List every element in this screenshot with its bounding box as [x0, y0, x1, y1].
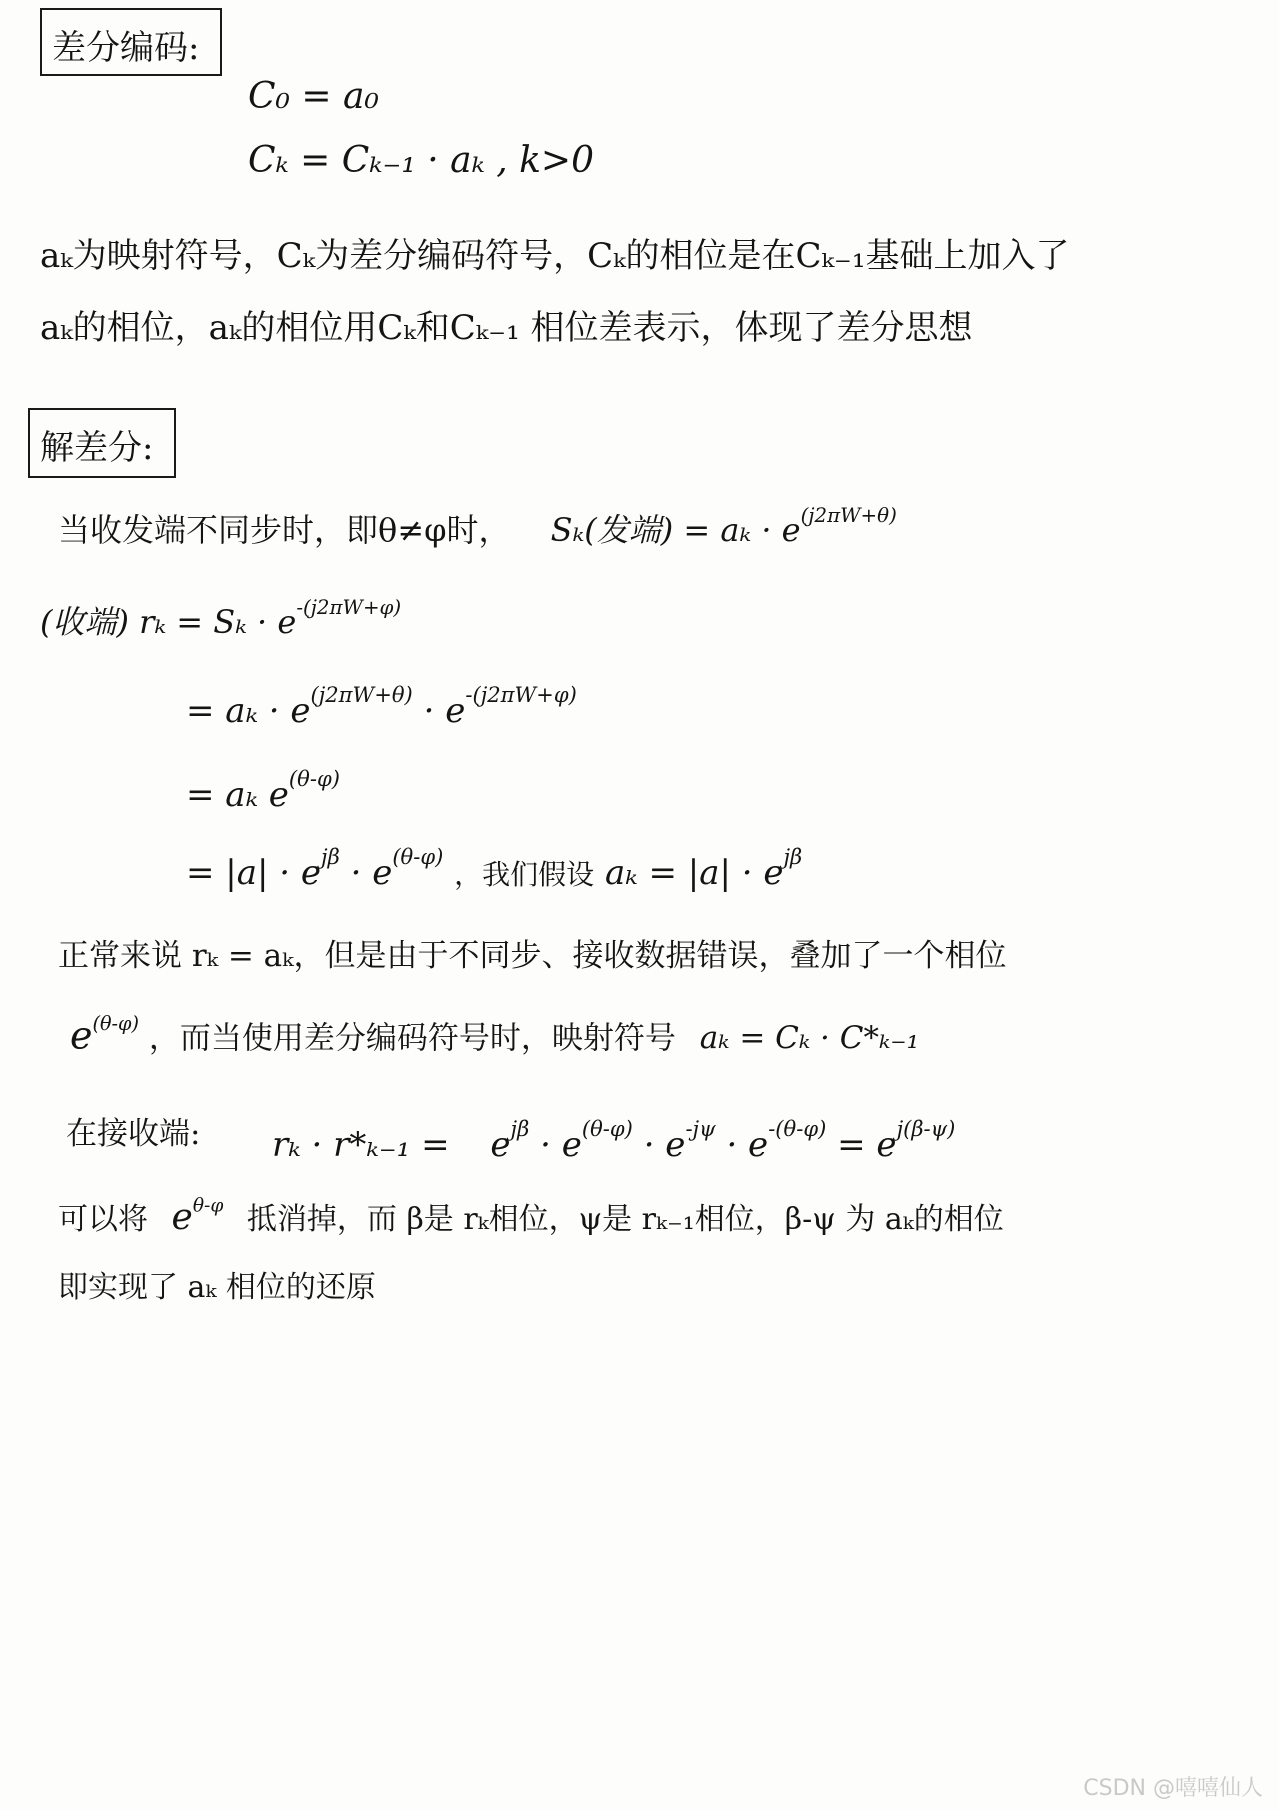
receiver-term-1-exp: jβ: [510, 1116, 530, 1141]
diff-symbol-text: ，而当使用差分编码符号时，映射符号: [148, 1020, 676, 1057]
receiver-label: 在接收端:: [66, 1116, 201, 1152]
paragraph-line: 即实现了 aₖ 相位的还原: [58, 1270, 376, 1305]
receiver-term-2-exp: (θ-φ): [581, 1116, 633, 1141]
paragraph-line: aₖ的相位，aₖ的相位用Cₖ和Cₖ₋₁ 相位差表示，体现了差分思想: [40, 308, 973, 348]
derivation-step-3-c: aₖ = |a| · e: [605, 853, 784, 894]
derivation-step-3: [186, 844, 802, 893]
paragraph-line: aₖ为映射符号，Cₖ为差分编码符号，Cₖ的相位是在Cₖ₋₁基础上加入了: [40, 236, 1070, 276]
paragraph-line: [58, 1194, 1004, 1238]
derivation-step-3-a: = |a| · e: [186, 853, 322, 894]
section-title-demodulation: 解差分:: [40, 428, 154, 468]
phase-term-exp: (θ-φ): [92, 1012, 139, 1035]
derivation-step-1-b: · e: [423, 691, 466, 732]
paragraph-line: [58, 504, 897, 551]
assumption-note: ，我们假设: [454, 858, 595, 892]
mapping-equation: aₖ = Cₖ · C*ₖ₋₁: [699, 1020, 920, 1057]
sk-equation-exponent: (j2πW+θ): [800, 504, 897, 527]
derivation-step-1: [186, 682, 577, 731]
rk-equation: [40, 596, 401, 643]
final-e: e: [171, 1197, 193, 1238]
final-text-a: 可以将: [58, 1202, 148, 1237]
derivation-step-3-exp2: (θ-φ): [392, 844, 444, 869]
final-text-b: 抵消掉，而 β是 rₖ相位，ψ是 rₖ₋₁相位，β-ψ 为 aₖ的相位: [246, 1202, 1004, 1237]
receiver-equation: [272, 1116, 955, 1165]
phase-term-e: e: [70, 1013, 93, 1058]
derivation-step-2: [186, 766, 340, 815]
receiver-term-2: · e: [540, 1125, 582, 1166]
derivation-step-2-a: = aₖ e: [186, 775, 289, 816]
final-e-exp: θ-φ: [192, 1195, 224, 1217]
rk-equation-exponent: -(j2πW+φ): [296, 596, 402, 619]
receiver-term-4: · e: [726, 1125, 769, 1166]
receiver-result: = e: [837, 1125, 897, 1166]
derivation-step-1-a: = aₖ · e: [186, 691, 311, 732]
receiver-equation-lhs: rₖ · r*ₖ₋₁ =: [272, 1125, 450, 1166]
equation-c0: C₀ = a₀: [248, 76, 379, 117]
sync-condition-text: 当收发端不同步时，即θ≠φ时，: [58, 510, 511, 549]
receiver-term-3-exp: -jψ: [685, 1116, 716, 1141]
rk-equation-base: (收端) rₖ = Sₖ · e: [40, 602, 297, 641]
receiver-term-1: e: [490, 1125, 511, 1166]
derivation-step-3-exp1: jβ: [321, 844, 340, 869]
sk-equation-base: Sₖ(发端) = aₖ · e: [550, 510, 801, 549]
derivation-step-1-exp2: -(j2πW+φ): [465, 682, 577, 707]
paragraph-line: [70, 1012, 919, 1057]
receiver-term-4-exp: -(θ-φ): [768, 1116, 827, 1141]
receiver-term-3: · e: [643, 1125, 686, 1166]
section-title-differential-encoding: 差分编码:: [52, 28, 200, 68]
receiver-result-exp: j(β-ψ): [896, 1116, 956, 1141]
watermark: CSDN @嘻嘻仙人: [1083, 1776, 1263, 1801]
derivation-step-3-exp3: jβ: [783, 844, 803, 869]
paragraph-line: 正常来说 rₖ = aₖ，但是由于不同步、接收数据错误，叠加了一个相位: [58, 938, 1007, 974]
sk-equation: [550, 504, 897, 549]
derivation-step-1-exp1: (j2πW+θ): [310, 682, 413, 707]
derivation-step-2-exp: (θ-φ): [288, 766, 340, 791]
equation-ck: Cₖ = Cₖ₋₁ · aₖ , k>0: [248, 140, 594, 181]
derivation-step-3-b: · e: [350, 853, 393, 894]
